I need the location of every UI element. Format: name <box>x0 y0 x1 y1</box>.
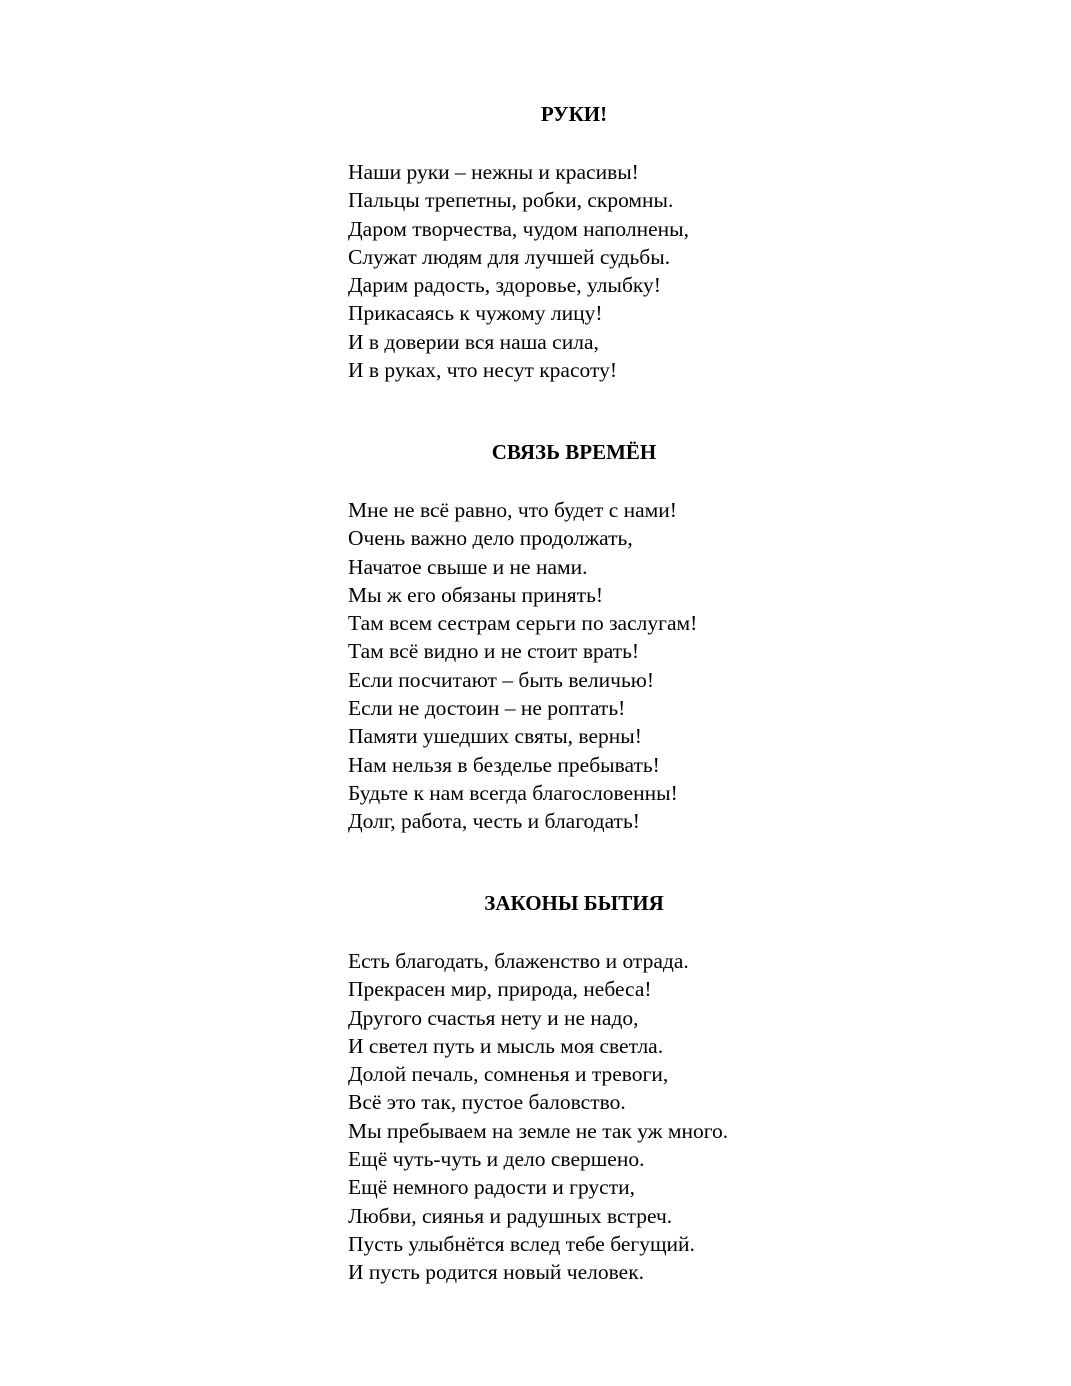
poem-line: Всё это так, пустое баловство. <box>348 1090 626 1115</box>
poem-line: Другого счастья нету и не надо, <box>348 1005 639 1030</box>
poem-line: Если не достоин – не роптать! <box>348 696 626 721</box>
poem-line: Будьте к нам всегда благословенны! <box>348 780 678 805</box>
poem-line: И в доверии вся наша сила, <box>348 329 599 354</box>
poem-title: РУКИ! <box>540 102 608 126</box>
poem-line: Очень важно дело продолжать, <box>348 526 633 551</box>
poem-line: Там всем сестрам серьги по заслугам! <box>348 611 698 636</box>
poem-line: Начатое свыше и не нами. <box>348 554 588 579</box>
poem-line: Любви, сиянья и радушных встреч. <box>348 1203 673 1228</box>
poem-line: Мне не всё равно, что будет с нами! <box>348 498 677 522</box>
poem-svyaz-vremen <box>348 438 908 836</box>
poem-line: И пусть родится новый человек. <box>348 1260 645 1285</box>
poem-line: Дарим радость, здоровье, улыбку! <box>348 273 661 298</box>
poem-body <box>348 158 908 384</box>
poem-line: Служат людям для лучшей судьбы. <box>348 244 671 269</box>
poem-line: Наши руки – нежны и красивы! <box>348 160 639 184</box>
poem-line: Нам нельзя в безделье пребывать! <box>348 752 660 777</box>
poem-line: Мы ж его обязаны принять! <box>348 582 604 607</box>
poem-line: Ещё немного радости и грусти, <box>348 1175 635 1200</box>
poem-line: Даром творчества, чудом наполнены, <box>348 216 689 241</box>
poem-ruki <box>348 100 908 384</box>
poem-line: Ещё чуть-чуть и дело свершено. <box>348 1147 645 1172</box>
poem-line: Если посчитают – быть величью! <box>348 667 654 692</box>
poem-line: Прекрасен мир, природа, небеса! <box>348 977 652 1002</box>
poem-line: И светел путь и мысль моя светла. <box>348 1033 664 1058</box>
poem-line: Мы пребываем на земле не так уж много. <box>348 1118 729 1143</box>
poem-line: Долой печаль, сомненья и тревоги, <box>348 1062 669 1087</box>
poem-body <box>348 496 908 836</box>
poem-title: СВЯЗЬ ВРЕМЁН <box>491 440 657 464</box>
poem-line: Прикасаясь к чужому лицу! <box>348 301 603 326</box>
poem-line: Там всё видно и не стоит врать! <box>348 639 640 664</box>
poem-body <box>348 947 908 1287</box>
poem-title: ЗАКОНЫ БЫТИЯ <box>484 891 664 915</box>
poem-line: Пусть улыбнётся вслед тебе бегущий. <box>348 1231 695 1256</box>
poem-line: Долг, работа, честь и благодать! <box>348 809 640 834</box>
poem-line: Есть благодать, блаженство и отрада. <box>348 949 689 973</box>
poem-line: Памяти ушедших святы, верны! <box>348 724 642 749</box>
poem-zakony-bytiya <box>348 889 908 1287</box>
poem-line: И в руках, что несут красоту! <box>348 358 617 383</box>
poem-line: Пальцы трепетны, робки, скромны. <box>348 188 674 213</box>
